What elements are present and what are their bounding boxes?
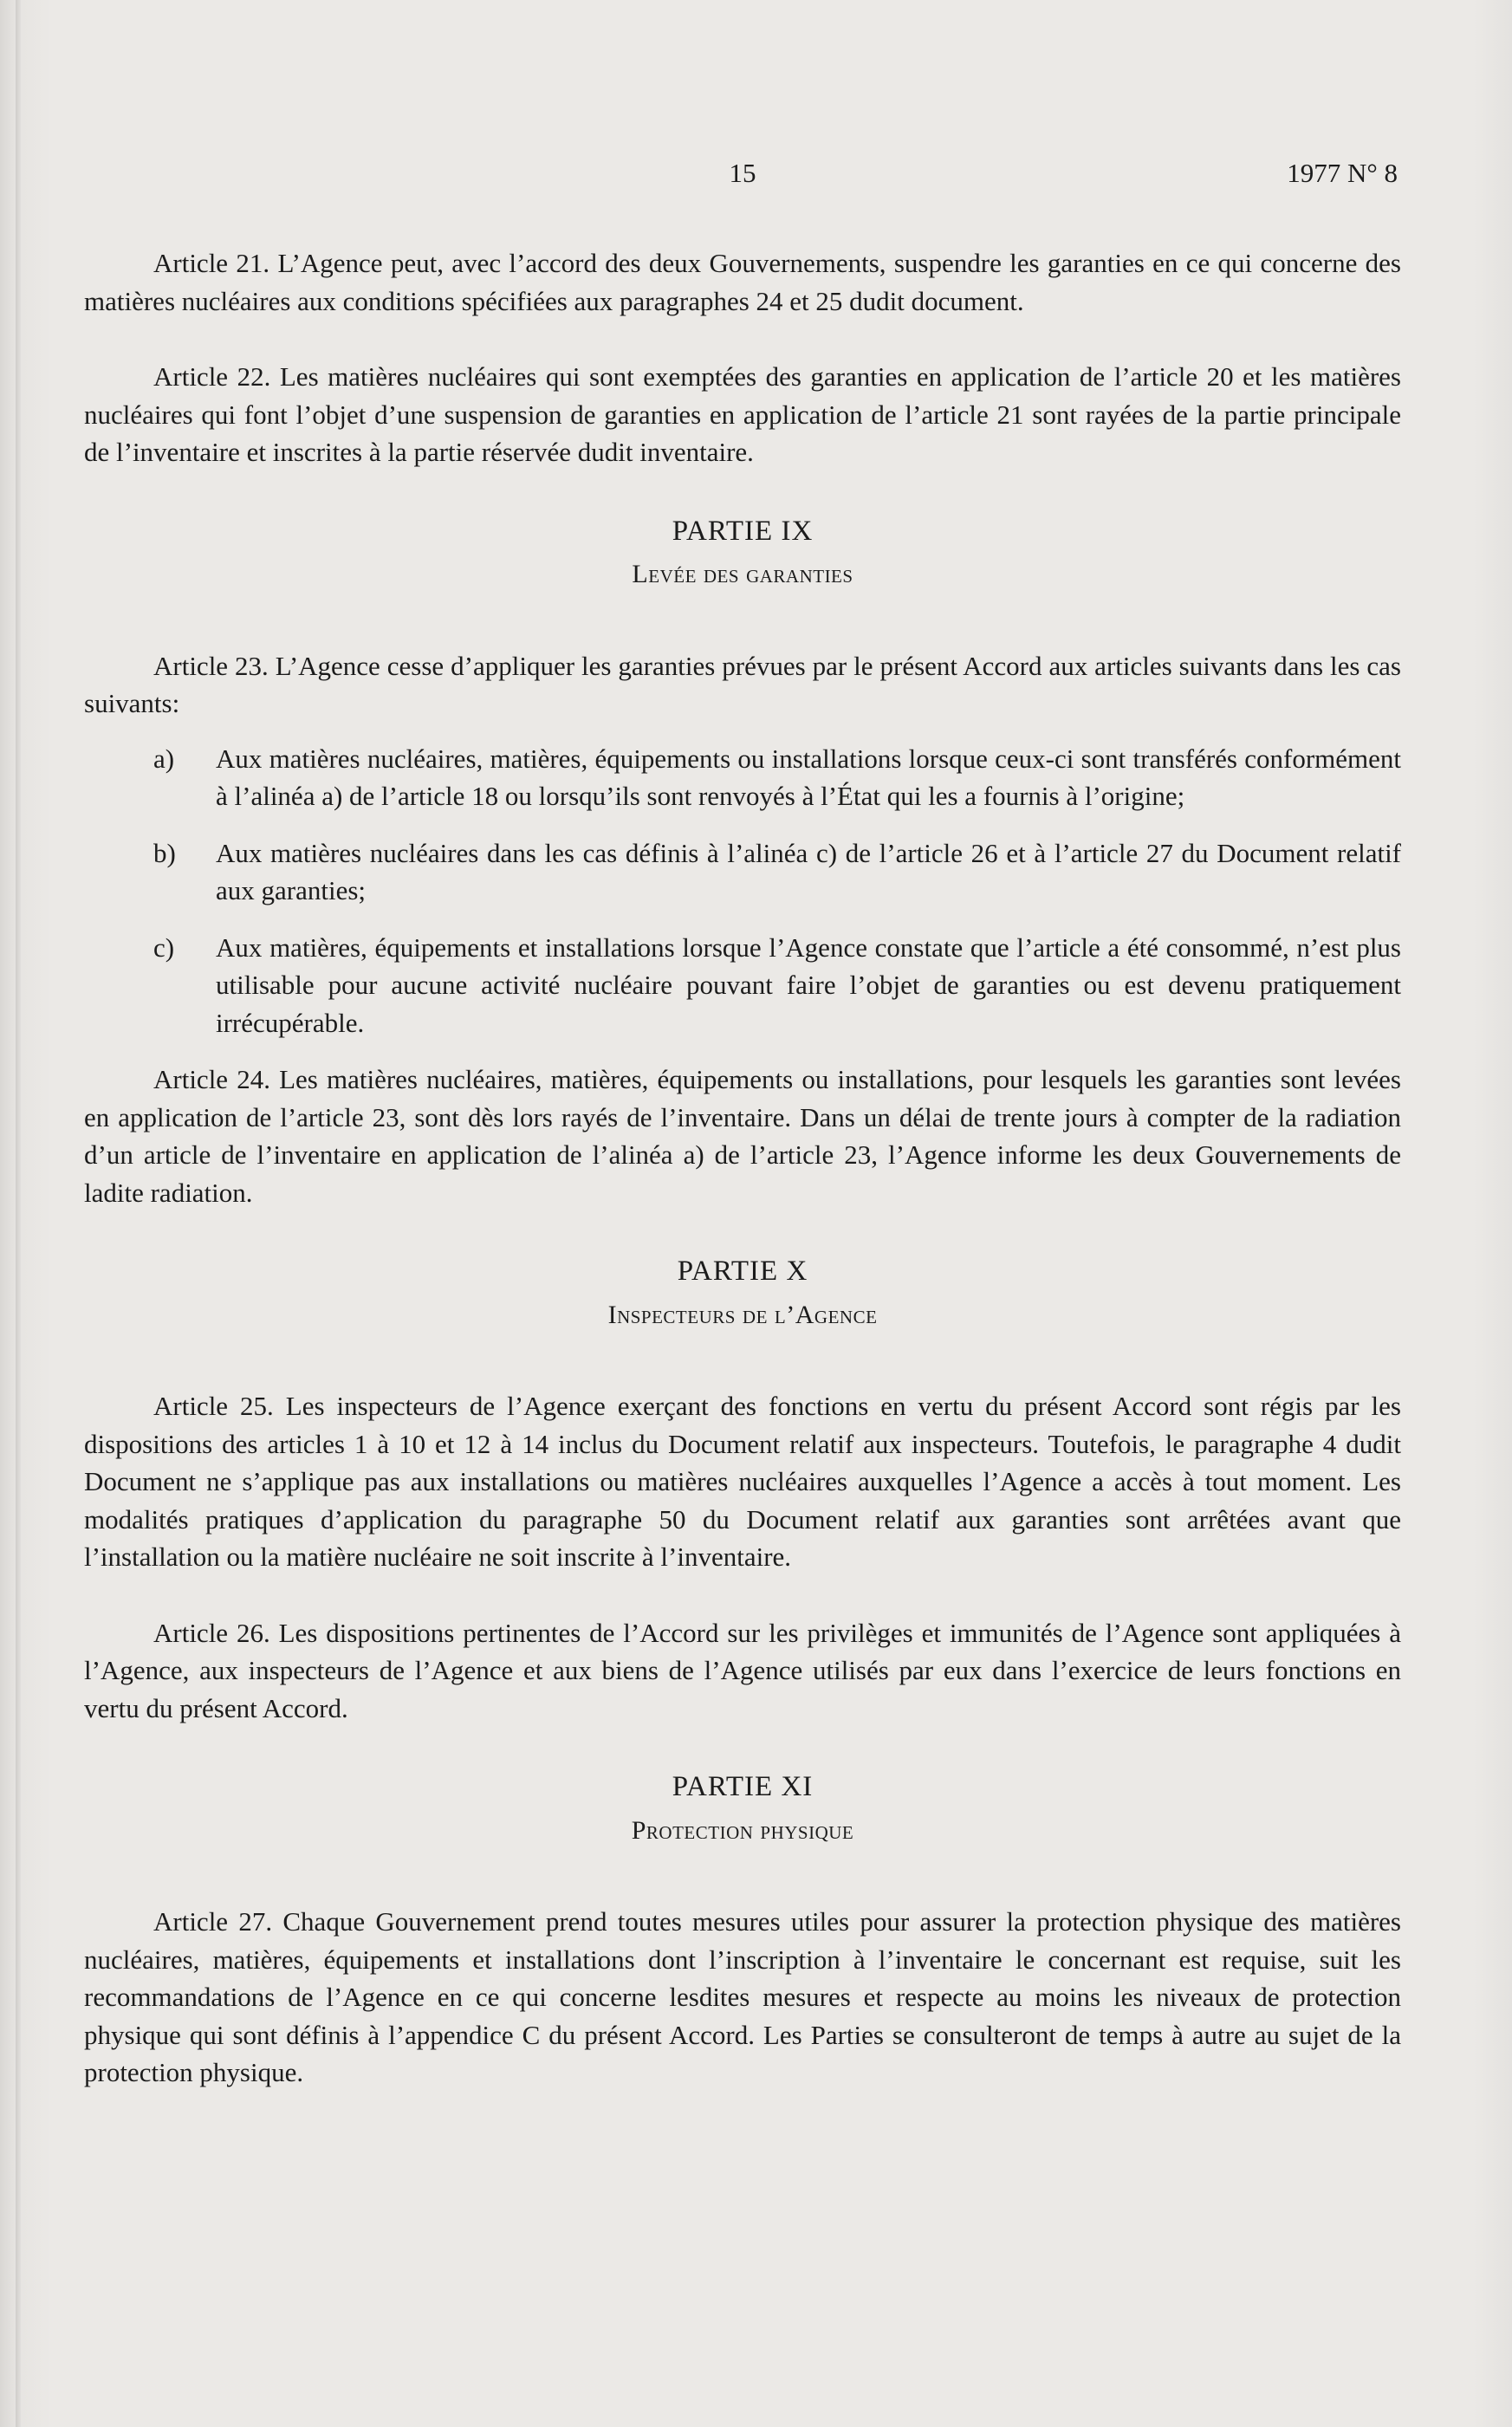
part-xi-heading — [84, 1768, 1401, 1849]
part-subtitle: Inspecteurs de l’Agence — [607, 1300, 878, 1329]
article-26: Article 26. Les dispositions pertinentes de l’Accord sur les privilèges et immunités de l’Agence sont appliquées à l’Agence, aux inspecteurs de l’Agence et aux biens de l’Agence utilisés par eux dans l’exercice de leurs fonctions en vertu du présent Accord. — [84, 1617, 1401, 1723]
binding-edge — [16, 0, 21, 2427]
list-item — [84, 834, 1401, 910]
article-23-intro: Article 23. L’Agence cesse d’appliquer les garanties prévues par le présent Accord aux articles suivants dans les cas suivants: — [84, 650, 1401, 718]
part-ix-heading — [84, 513, 1401, 594]
list-text: Aux matières nucléaires, matières, équipements ou installations lorsque ceux-ci sont transférés conformément à l’alinéa a) de l’article 18 ou lorsqu’ils sont renvoyés à l’État qui les a fournis à l’origine; — [216, 743, 1401, 811]
part-title: PARTIE XI — [672, 1771, 814, 1802]
list-marker: c) — [153, 931, 175, 963]
list-text: Aux matières nucléaires dans les cas définis à l’alinéa c) de l’article 26 et à l’article 27 du Document relatif aux garanties; — [216, 837, 1401, 905]
part-title: PARTIE IX — [672, 515, 814, 547]
list-item — [84, 929, 1401, 1042]
page-header — [84, 154, 1401, 206]
list-item — [84, 740, 1401, 815]
article-23-list — [84, 740, 1401, 1042]
page-content — [84, 154, 1401, 2130]
part-x-heading — [84, 1253, 1401, 1334]
list-marker: b) — [153, 837, 176, 868]
article-25: Article 25. Les inspecteurs de l’Agence exerçant des fonctions en vertu du présent Accord sont régis par les dispositions des articles 1 à 10 et 12 à 14 inclus du Document relatif aux inspecteurs. Toutefois, le paragraphe 4 dudit Document ne s’applique pas aux installations ou matières nucléaires auxquelles l’Agence a accès à tout moment. Les modalités pratiques d’application du paragraphe 50 du Document relatif aux garanties sont arrêtées avant que l’installation ou la matière nucléaire ne soit inscrite à l’inventaire. — [84, 1391, 1401, 1572]
article-21: Article 21. L’Agence peut, avec l’accord des deux Gouvernements, suspendre les garanties en ce qui concerne des matières nucléaires aux conditions spécifiées aux paragraphes 24 et 25 dudit document. — [84, 248, 1401, 316]
journal-reference: 1977 N° 8 — [1287, 158, 1398, 188]
part-title: PARTIE X — [677, 1256, 808, 1287]
part-subtitle: Levée des garanties — [632, 560, 853, 588]
part-subtitle: Protection physique — [631, 1815, 854, 1845]
page-number: 15 — [729, 158, 756, 188]
list-marker: a) — [153, 743, 175, 774]
article-27: Article 27. Chaque Gouvernement prend toutes mesures utiles pour assurer la protection physique des matières nucléaires, matières, équipements et installations dont l’inscription à l’inventaire le concernant est requise, suit les recommandations de l’Agence en ce qui concerne lesdites mesures et respecte au moins les niveaux de protection physique qui sont définis à l’appendice C du présent Accord. Les Parties se consulteront de temps à autre au sujet de la protection physique. — [84, 1906, 1401, 2087]
article-24: Article 24. Les matières nucléaires, matières, équipements ou installations, pour lesquels les garanties sont levées en application de l’article 23, sont dès lors rayés de l’inventaire. Dans un délai de trente jours à compter de la radiation d’un article de l’inventaire en application de l’alinéa a) de l’article 23, l’Agence informe les deux Gouvernements de ladite radiation. — [84, 1064, 1401, 1208]
article-22: Article 22. Les matières nucléaires qui sont exemptées des garanties en application de l’article 20 et les matières nucléaires qui font l’objet d’une suspension de garanties en application de l’article 21 sont rayées de la partie principale de l’inventaire et inscrites à la partie réservée dudit inventaire. — [84, 361, 1401, 467]
list-text: Aux matières, équipements et installations lorsque l’Agence constate que l’article a été consommé, n’est plus utilisable pour aucune activité nucléaire pouvant faire l’objet de garanties ou est devenu pratiquement irrécupérable. — [216, 931, 1401, 1038]
